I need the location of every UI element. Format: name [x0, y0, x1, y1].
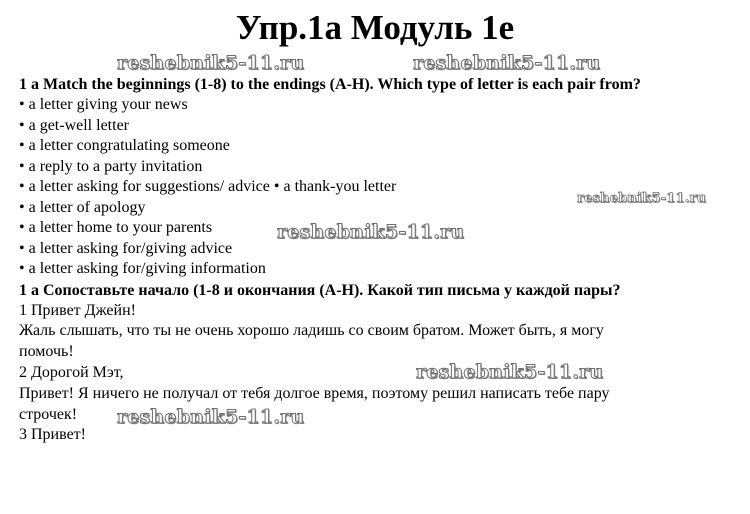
letter-type-item: • a reply to a party invitation [19, 158, 203, 175]
answer-line: строчек! [19, 406, 78, 423]
answer-line: Привет! Я ничего не получал от тебя долгое время, поэтому решил написать тебе пару [19, 385, 610, 402]
letter-type-item: • a letter of apology [19, 199, 146, 216]
watermark: reshebnik5-11.ru [577, 191, 707, 206]
answer-line: помочь! [19, 343, 74, 360]
letter-type-item: • a get-well letter [19, 117, 129, 134]
answer-line: 3 Привет! [19, 426, 86, 443]
letter-type-item: • a letter asking for suggestions/ advice • a thank-you letter [19, 178, 397, 195]
task-english: 1 a Match the beginnings (1-8) to the endings (A-H). Which type of letter is each pair from? [19, 76, 641, 93]
watermark: reshebnik5-11.ru [413, 52, 601, 74]
page-title: Упр.1a Модуль 1e [235, 8, 515, 47]
answer-line: 1 Привет Джейн! [19, 302, 136, 319]
answer-line: Жаль слышать, что ты не очень хорошо ладишь со своим братом. Может быть, я могу [19, 322, 604, 339]
letter-type-item: • a letter giving your news [19, 96, 188, 113]
task-russian: 1 a Сопоставьте начало (1-8 и окончания (A-H). Какой тип письма у каждой пары? [19, 282, 621, 299]
letter-type-item: • a letter asking for/giving advice [19, 240, 233, 257]
letter-type-item: • a letter asking for/giving information [19, 260, 266, 277]
watermark: reshebnik5-11.ru [277, 221, 465, 243]
watermark: reshebnik5-11.ru [416, 361, 604, 383]
watermark: reshebnik5-11.ru [117, 406, 305, 428]
answer-line: 2 Дорогой Мэт, [19, 364, 124, 381]
letter-type-item: • a letter congratulating someone [19, 137, 230, 154]
letter-type-item: • a letter home to your parents [19, 219, 213, 236]
watermark: reshebnik5-11.ru [117, 52, 305, 74]
